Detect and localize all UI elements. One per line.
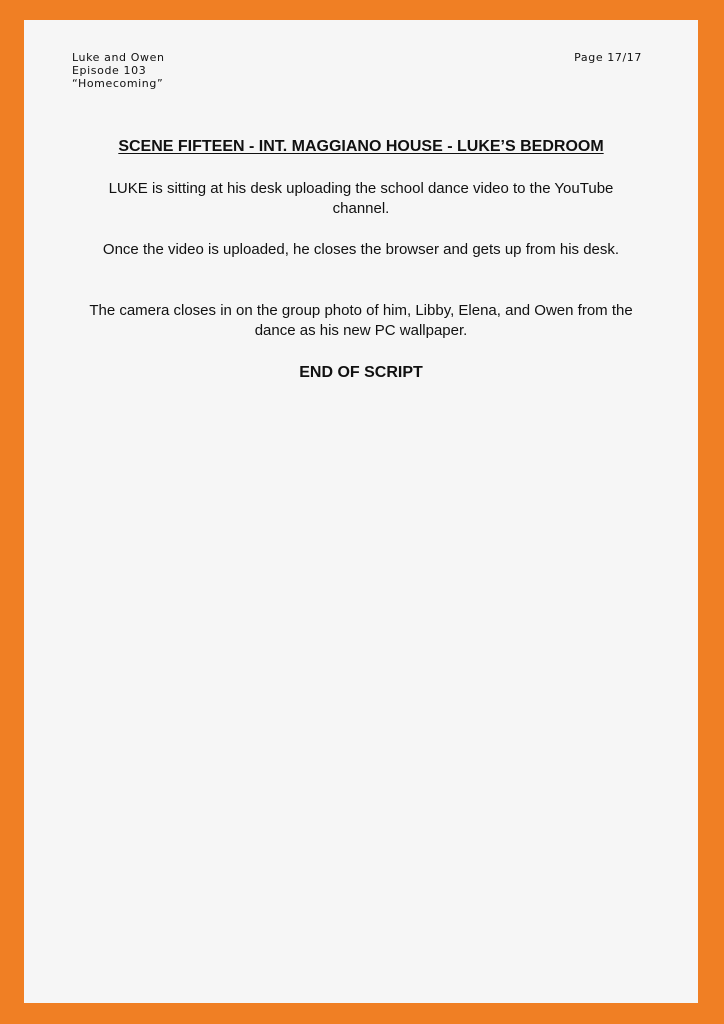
episode-number: Episode 103 <box>72 64 147 77</box>
scene-heading: SCENE FIFTEEN - INT. MAGGIANO HOUSE - LUKE’S BEDROOM <box>118 138 604 155</box>
show-title: Luke and Owen <box>72 51 165 64</box>
script-header-info <box>72 51 165 90</box>
action-paragraph: LUKE is sitting at his desk uploading the school dance video to the YouTube channel. <box>108 180 614 217</box>
action-paragraph: The camera closes in on the group photo of him, Libby, Elena, and Owen from the dance as his new PC wallpaper. <box>89 302 633 339</box>
page-number: Page 17/17 <box>574 51 642 64</box>
episode-title: “Homecoming” <box>72 77 164 90</box>
script-page <box>24 20 698 1003</box>
end-of-script: END OF SCRIPT <box>299 364 423 381</box>
action-paragraph: Once the video is uploaded, he closes the browser and gets up from his desk. <box>102 241 620 258</box>
